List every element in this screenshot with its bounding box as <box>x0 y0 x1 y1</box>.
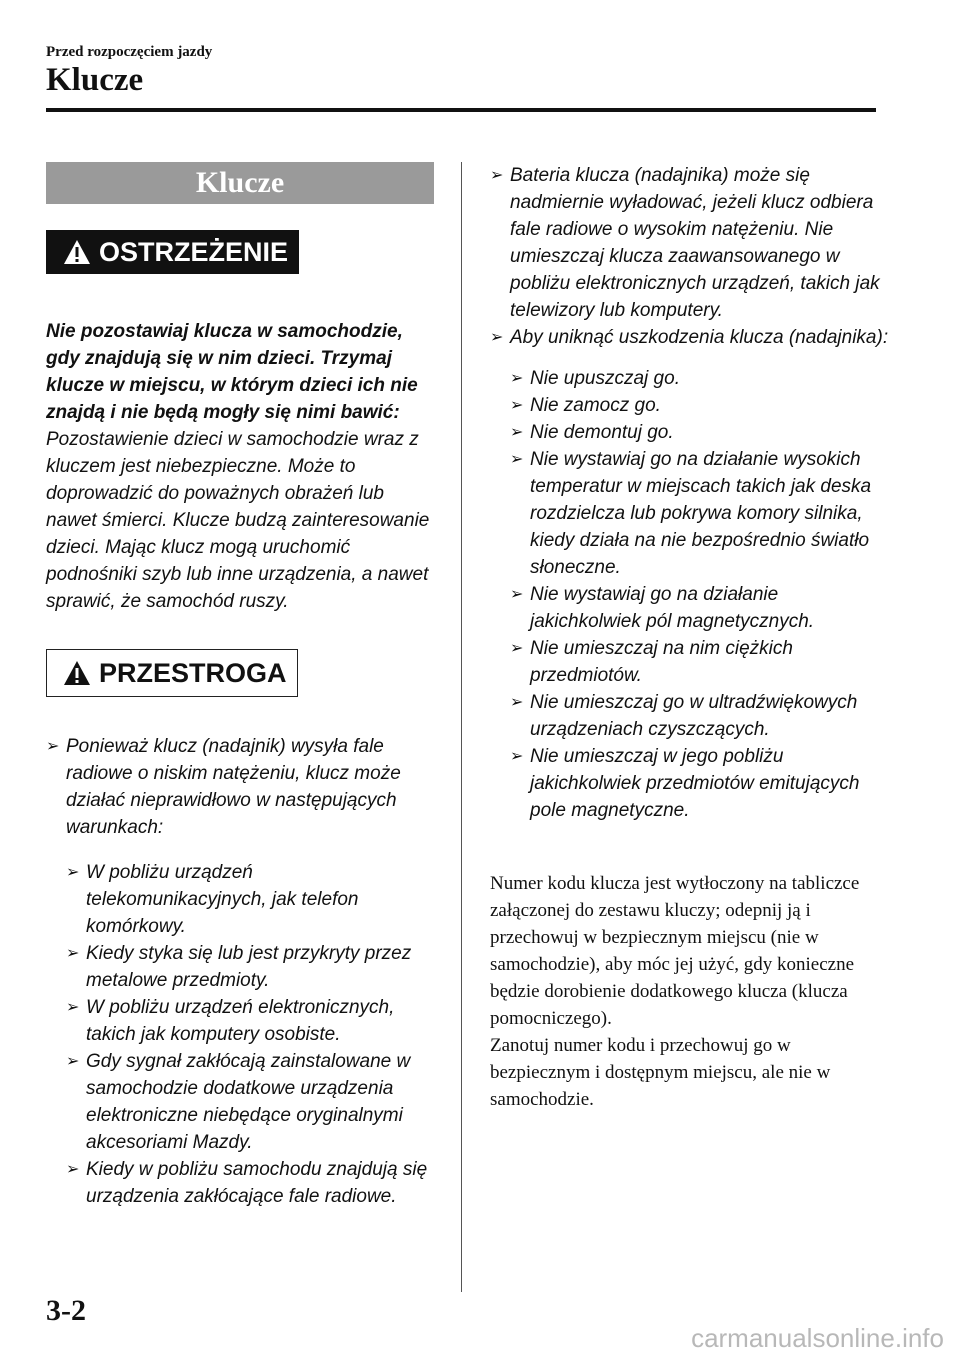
arrow-bullet-icon: ➢ <box>66 864 80 881</box>
caution-list <box>46 733 434 841</box>
arrow-bullet-icon: ➢ <box>510 694 524 711</box>
arrow-bullet-icon: ➢ <box>510 397 524 414</box>
list-item: ➢ Ponieważ klucz (nadajnik) wysyła fale radiowe o niskim natężeniu, klucz może działać nieprawidłowo w następujących warunkach: <box>46 733 434 841</box>
list-item: ➢ Aby uniknąć uszkodzenia klucza (nadajnika): <box>490 324 890 351</box>
list-item: ➢ Nie wystawiaj go na działanie wysokich temperatur w miejscach takich jak deska rozdzielcza lub pokrywa komory silnika, kiedy działa na nie bezpośrednio światło słoneczne. <box>510 446 890 581</box>
arrow-bullet-icon: ➢ <box>66 999 80 1016</box>
warning-triangle-icon <box>63 660 91 686</box>
watermark: carmanualsonline.info <box>691 1323 944 1353</box>
left-column <box>46 162 434 1210</box>
arrow-bullet-icon: ➢ <box>66 1161 80 1178</box>
arrow-bullet-icon: ➢ <box>490 167 504 184</box>
list-item: ➢ Bateria klucza (nadajnika) może się nadmiernie wyładować, jeżeli klucz odbiera fale radiowe o wysokim natężeniu. Nie umieszczaj klucza zaawansowanego w pobliżu elektronicznych urządzeń, takich jak telewizory lub komputery. <box>490 162 890 324</box>
caution-label: PRZESTROGA <box>99 657 287 688</box>
list-item: ➢ W pobliżu urządzeń elektronicznych, takich jak komputery osobiste. <box>66 994 434 1048</box>
page-title: Klucze <box>46 62 144 98</box>
list-item: ➢ Kiedy styka się lub jest przykryty przez metalowe przedmioty. <box>66 940 434 994</box>
list-item: ➢ Nie upuszczaj go. <box>510 365 890 392</box>
arrow-bullet-icon: ➢ <box>510 451 524 468</box>
arrow-bullet-icon: ➢ <box>510 640 524 657</box>
list-item: ➢ Nie umieszczaj w jego pobliżu jakichkolwiek przedmiotów emitujących pole magnetyczne. <box>510 743 890 824</box>
list-item: ➢ Nie zamocz go. <box>510 392 890 419</box>
section-title-bar: Klucze <box>46 162 434 204</box>
arrow-bullet-icon: ➢ <box>510 424 524 441</box>
arrow-bullet-icon: ➢ <box>510 586 524 603</box>
caution-list-continued <box>490 162 890 351</box>
list-item: ➢ Nie umieszczaj go w ultradźwiękowych urządzeniach czyszczących. <box>510 689 890 743</box>
arrow-bullet-icon: ➢ <box>490 329 504 346</box>
arrow-bullet-icon: ➢ <box>510 748 524 765</box>
header-section: Przed rozpoczęciem jazdy <box>46 44 213 60</box>
header-rule <box>46 108 876 112</box>
key-code-note: Zanotuj numer kodu i przechowuj go w bezpiecznym i dostępnym miejscu, ale nie w samochodzie. <box>490 1035 831 1110</box>
list-item: ➢ W pobliżu urządzeń telekomunikacyjnych, jak telefon komórkowy. <box>66 859 434 940</box>
list-item: ➢ Nie demontuj go. <box>510 419 890 446</box>
warning-label: OSTRZEŻENIE <box>99 236 289 267</box>
arrow-bullet-icon: ➢ <box>46 738 60 755</box>
warning-heading: Nie pozostawiaj klucza w samochodzie, gdy znajdują się w nim dzieci. Trzymaj klucze w miejscu, w którym dzieci ich nie znajdą i nie będą mogły się nimi bawić: <box>46 321 418 423</box>
list-item: ➢ Nie umieszczaj na nim ciężkich przedmiotów. <box>510 635 890 689</box>
arrow-bullet-icon: ➢ <box>66 945 80 962</box>
key-code-paragraph: Numer kodu klucza jest wytłoczony na tabliczce załączonej do zestawu kluczy; odepnij ją i przechowuj w bezpiecznym miejscu (nie w samochodzie), aby móc jej użyć, gdy konieczne będzie dorobienie dodatkowego klucza (klucza pomocniczego). <box>490 873 860 1029</box>
warning-triangle-icon <box>63 239 91 265</box>
list-item: ➢ Kiedy w pobliżu samochodu znajdują się urządzenia zakłócające fale radiowe. <box>66 1156 434 1210</box>
caution-sublist-3 <box>490 365 890 824</box>
arrow-bullet-icon: ➢ <box>66 1053 80 1070</box>
page-number: 3-2 <box>46 1294 86 1327</box>
list-item: ➢ Gdy sygnał zakłócają zainstalowane w samochodzie dodatkowe urządzenia elektroniczne niebędące oryginalnymi akcesoriami Mazdy. <box>66 1048 434 1156</box>
column-divider <box>461 162 462 1292</box>
warning-body: Pozostawienie dzieci w samochodzie wraz z kluczem jest niebezpieczne. Może to doprowadzić do poważnych obrażeń lub nawet śmierci. Klucze budzą zainteresowanie dzieci. Mając klucz mogą uruchomić podnośniki szyb lub inne urządzenia, a nawet sprawić, że samochód ruszy. <box>46 429 430 612</box>
caution-badge <box>46 649 298 697</box>
right-column <box>490 162 890 1113</box>
arrow-bullet-icon: ➢ <box>510 370 524 387</box>
caution-sublist-1 <box>46 859 434 1210</box>
list-item: ➢ Nie wystawiaj go na działanie jakichkolwiek pól magnetycznych. <box>510 581 890 635</box>
warning-badge <box>46 230 299 274</box>
